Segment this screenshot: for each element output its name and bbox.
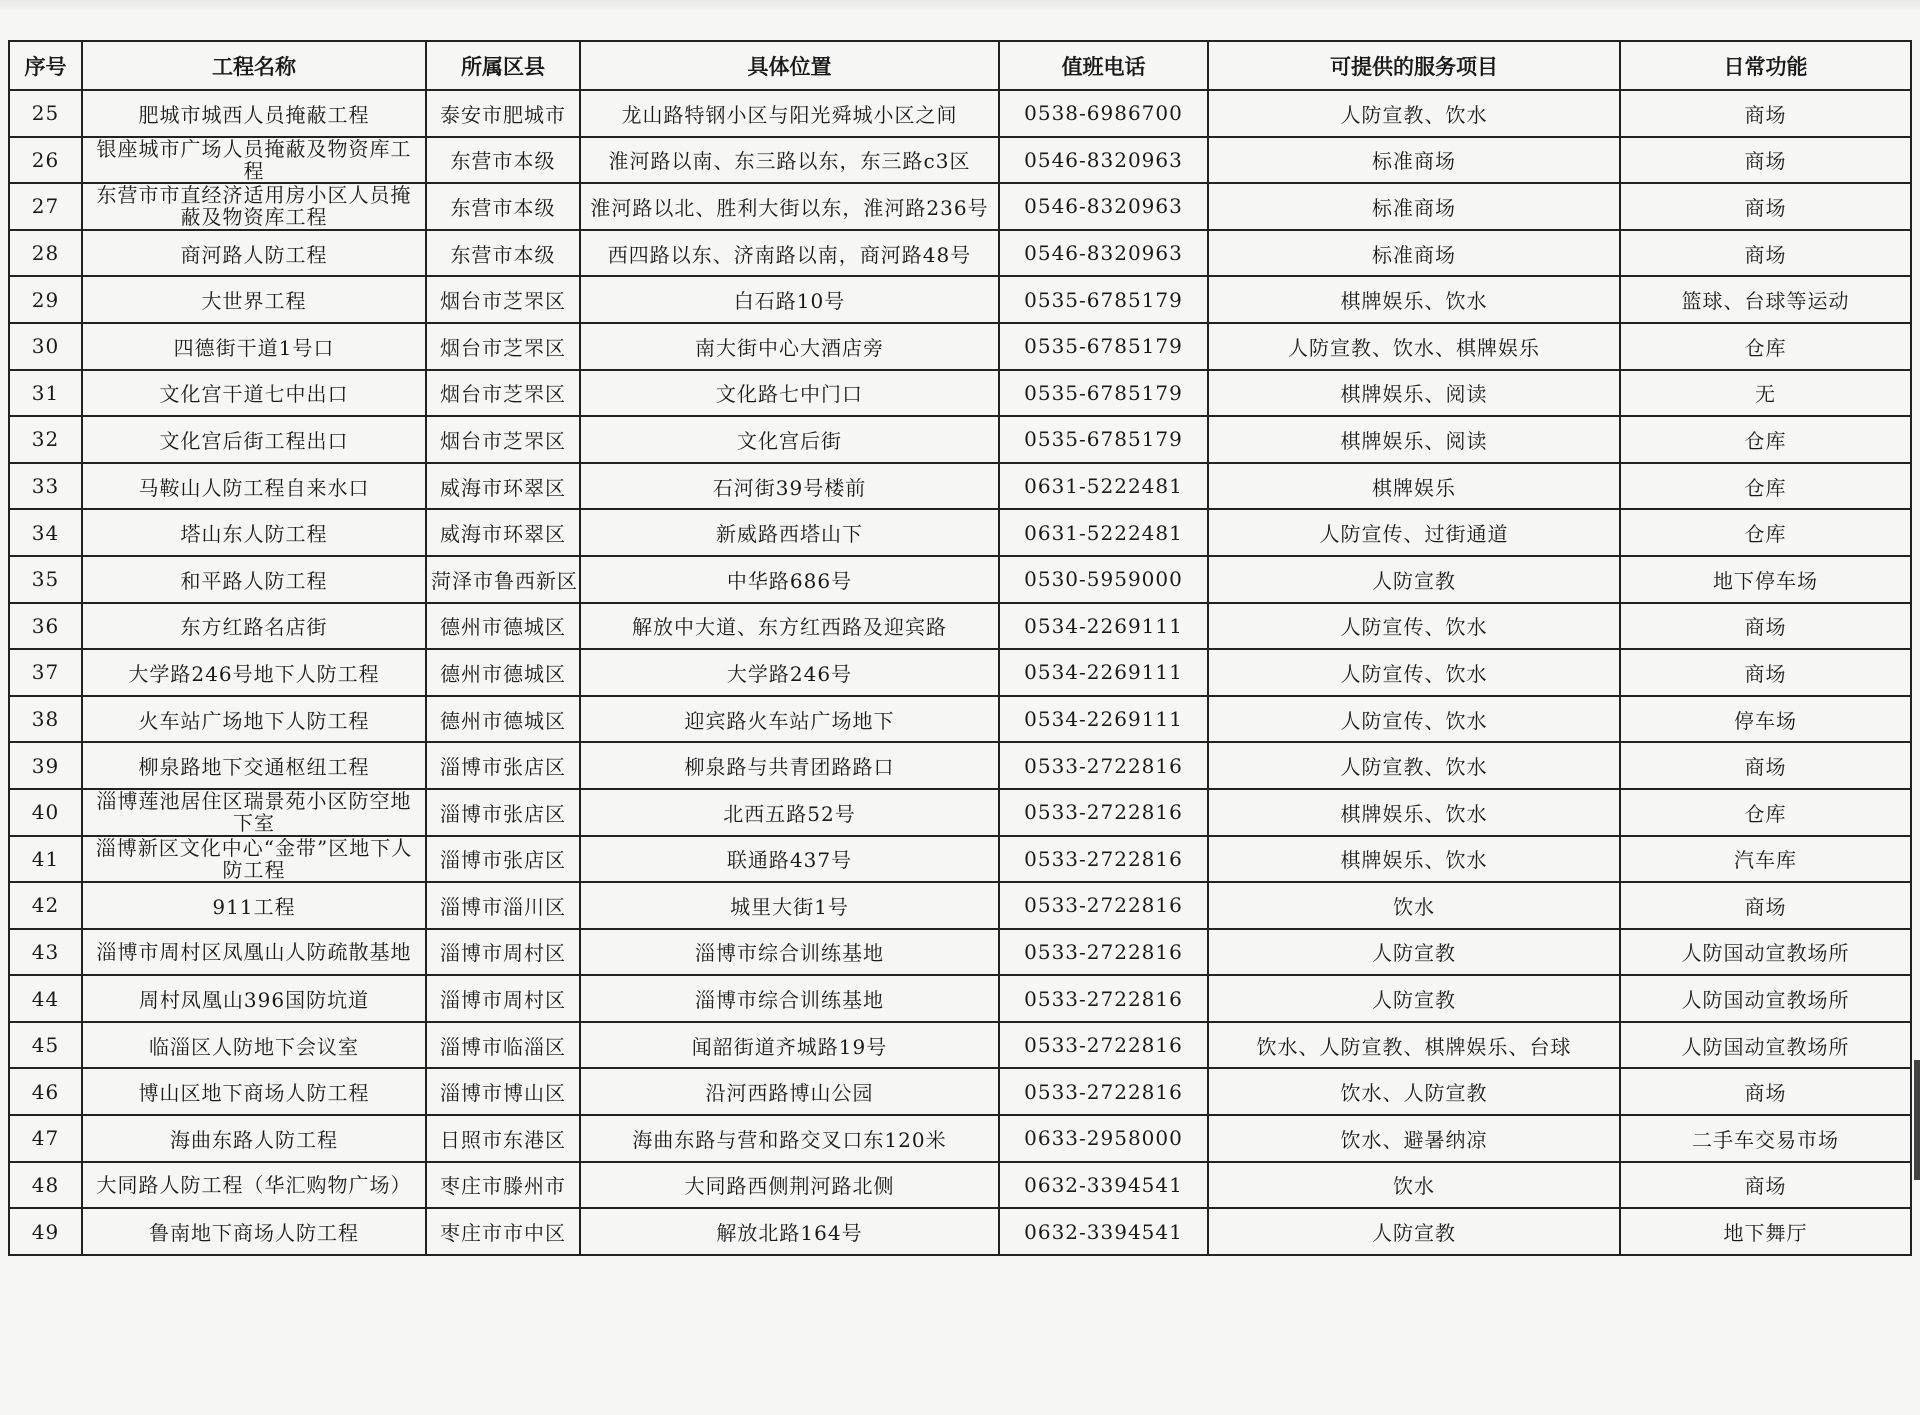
cell-phone: 0633-2958000 [999, 1115, 1208, 1162]
cell-district: 东营市本级 [426, 137, 580, 184]
cell-district: 淄博市张店区 [426, 789, 580, 836]
cell-district: 威海市环翠区 [426, 463, 580, 510]
cell-phone: 0533-2722816 [999, 789, 1208, 836]
cell-index: 36 [9, 603, 82, 650]
table-row [9, 416, 1911, 463]
cell-project-name: 东营市市直经济适用房小区人员掩蔽及物资库工程 [82, 183, 426, 230]
cell-district: 日照市东港区 [426, 1115, 580, 1162]
table-row [9, 696, 1911, 743]
header-district: 所属区县 [426, 41, 580, 90]
cell-project-name: 淄博新区文化中心“金带”区地下人防工程 [82, 836, 426, 883]
cell-daily-function: 仓库 [1620, 509, 1911, 556]
cell-daily-function: 人防国动宣教场所 [1620, 1022, 1911, 1069]
cell-district: 烟台市芝罘区 [426, 323, 580, 370]
header-daily-function: 日常功能 [1620, 41, 1911, 90]
header-project-name: 工程名称 [82, 41, 426, 90]
cell-project-name: 文化宫干道七中出口 [82, 370, 426, 417]
table-row [9, 1115, 1911, 1162]
cell-project-name: 911工程 [82, 882, 426, 929]
cell-project-name: 博山区地下商场人防工程 [82, 1068, 426, 1115]
cell-services: 人防宣教 [1208, 975, 1620, 1022]
header-phone: 值班电话 [999, 41, 1208, 90]
cell-district: 烟台市芝罘区 [426, 416, 580, 463]
cell-district: 德州市德城区 [426, 603, 580, 650]
cell-location: 大同路西侧荆河路北侧 [580, 1162, 999, 1209]
cell-daily-function: 商场 [1620, 742, 1911, 789]
cell-services: 人防宣传、过街通道 [1208, 509, 1620, 556]
cell-services: 棋牌娱乐、饮水 [1208, 836, 1620, 883]
table-row [9, 1208, 1911, 1255]
table-header-row [9, 41, 1911, 90]
table-row [9, 90, 1911, 137]
cell-index: 41 [9, 836, 82, 883]
cell-project-name: 临淄区人防地下会议室 [82, 1022, 426, 1069]
cell-location: 柳泉路与共青团路路口 [580, 742, 999, 789]
cell-location: 大学路246号 [580, 649, 999, 696]
cell-services: 饮水、人防宣教 [1208, 1068, 1620, 1115]
shelter-table [8, 40, 1912, 1256]
cell-district: 枣庄市市中区 [426, 1208, 580, 1255]
cell-district: 东营市本级 [426, 230, 580, 277]
header-services: 可提供的服务项目 [1208, 41, 1620, 90]
cell-services: 人防宣传、饮水 [1208, 603, 1620, 650]
cell-location: 西四路以东、济南路以南，商河路48号 [580, 230, 999, 277]
cell-index: 45 [9, 1022, 82, 1069]
cell-daily-function: 仓库 [1620, 416, 1911, 463]
cell-index: 37 [9, 649, 82, 696]
cell-project-name: 柳泉路地下交通枢纽工程 [82, 742, 426, 789]
cell-index: 39 [9, 742, 82, 789]
cell-daily-function: 篮球、台球等运动 [1620, 276, 1911, 323]
header-index: 序号 [9, 41, 82, 90]
table-row [9, 603, 1911, 650]
cell-index: 28 [9, 230, 82, 277]
cell-services: 人防宣教、饮水 [1208, 90, 1620, 137]
cell-project-name: 银座城市广场人员掩蔽及物资库工程 [82, 137, 426, 184]
table-row [9, 882, 1911, 929]
table-row [9, 1162, 1911, 1209]
cell-project-name: 鲁南地下商场人防工程 [82, 1208, 426, 1255]
cell-index: 27 [9, 183, 82, 230]
table-row [9, 649, 1911, 696]
cell-project-name: 肥城市城西人员掩蔽工程 [82, 90, 426, 137]
cell-project-name: 商河路人防工程 [82, 230, 426, 277]
cell-district: 淄博市周村区 [426, 929, 580, 976]
cell-index: 46 [9, 1068, 82, 1115]
cell-services: 标准商场 [1208, 183, 1620, 230]
cell-services: 棋牌娱乐、饮水 [1208, 789, 1620, 836]
table-row [9, 742, 1911, 789]
cell-index: 25 [9, 90, 82, 137]
table-row [9, 1068, 1911, 1115]
cell-phone: 0538-6986700 [999, 90, 1208, 137]
cell-location: 闻韶街道齐城路19号 [580, 1022, 999, 1069]
cell-location: 淄博市综合训练基地 [580, 975, 999, 1022]
table-row [9, 137, 1911, 184]
cell-project-name: 淄博莲池居住区瑞景苑小区防空地下室 [82, 789, 426, 836]
cell-phone: 0631-5222481 [999, 509, 1208, 556]
cell-daily-function: 地下舞厅 [1620, 1208, 1911, 1255]
cell-daily-function: 二手车交易市场 [1620, 1115, 1911, 1162]
header-location: 具体位置 [580, 41, 999, 90]
cell-location: 淮河路以北、胜利大街以东，淮河路236号 [580, 183, 999, 230]
cell-district: 淄博市张店区 [426, 742, 580, 789]
cell-index: 47 [9, 1115, 82, 1162]
cell-project-name: 大学路246号地下人防工程 [82, 649, 426, 696]
cell-services: 标准商场 [1208, 230, 1620, 277]
cell-services: 人防宣传、饮水 [1208, 649, 1620, 696]
cell-services: 棋牌娱乐、阅读 [1208, 370, 1620, 417]
cell-project-name: 周村凤凰山396国防坑道 [82, 975, 426, 1022]
cell-daily-function: 商场 [1620, 230, 1911, 277]
cell-index: 43 [9, 929, 82, 976]
table-body [9, 90, 1911, 1255]
cell-services: 棋牌娱乐 [1208, 463, 1620, 510]
cell-daily-function: 商场 [1620, 183, 1911, 230]
cell-index: 49 [9, 1208, 82, 1255]
cell-phone: 0533-2722816 [999, 975, 1208, 1022]
cell-district: 烟台市芝罘区 [426, 276, 580, 323]
cell-index: 33 [9, 463, 82, 510]
cell-district: 菏泽市鲁西新区 [426, 556, 580, 603]
cell-daily-function: 仓库 [1620, 463, 1911, 510]
cell-project-name: 淄博市周村区凤凰山人防疏散基地 [82, 929, 426, 976]
cell-services: 棋牌娱乐、饮水 [1208, 276, 1620, 323]
cell-project-name: 文化宫后街工程出口 [82, 416, 426, 463]
cell-daily-function: 仓库 [1620, 323, 1911, 370]
cell-location: 龙山路特钢小区与阳光舜城小区之间 [580, 90, 999, 137]
cell-district: 淄博市博山区 [426, 1068, 580, 1115]
cell-location: 城里大街1号 [580, 882, 999, 929]
cell-project-name: 马鞍山人防工程自来水口 [82, 463, 426, 510]
cell-location: 新威路西塔山下 [580, 509, 999, 556]
cell-phone: 0534-2269111 [999, 649, 1208, 696]
cell-index: 38 [9, 696, 82, 743]
cell-phone: 0535-6785179 [999, 276, 1208, 323]
table-row [9, 789, 1911, 836]
cell-services: 人防宣教 [1208, 1208, 1620, 1255]
cell-location: 沿河西路博山公园 [580, 1068, 999, 1115]
cell-phone: 0530-5959000 [999, 556, 1208, 603]
cell-index: 29 [9, 276, 82, 323]
table-row [9, 183, 1911, 230]
table-row [9, 323, 1911, 370]
table-row [9, 276, 1911, 323]
cell-daily-function: 停车场 [1620, 696, 1911, 743]
cell-location: 中华路686号 [580, 556, 999, 603]
cell-location: 海曲东路与营和路交叉口东120米 [580, 1115, 999, 1162]
cell-index: 35 [9, 556, 82, 603]
cell-location: 白石路10号 [580, 276, 999, 323]
cell-daily-function: 商场 [1620, 649, 1911, 696]
table-row [9, 975, 1911, 1022]
cell-services: 饮水 [1208, 1162, 1620, 1209]
cell-index: 44 [9, 975, 82, 1022]
cell-phone: 0533-2722816 [999, 929, 1208, 976]
cell-daily-function: 商场 [1620, 1162, 1911, 1209]
cell-district: 泰安市肥城市 [426, 90, 580, 137]
cell-district: 淄博市张店区 [426, 836, 580, 883]
cell-phone: 0546-8320963 [999, 137, 1208, 184]
cell-daily-function: 商场 [1620, 137, 1911, 184]
cell-district: 淄博市淄川区 [426, 882, 580, 929]
cell-phone: 0535-6785179 [999, 370, 1208, 417]
cell-phone: 0631-5222481 [999, 463, 1208, 510]
cell-index: 26 [9, 137, 82, 184]
cell-index: 30 [9, 323, 82, 370]
cell-project-name: 大同路人防工程（华汇购物广场） [82, 1162, 426, 1209]
cell-services: 人防宣教、饮水、棋牌娱乐 [1208, 323, 1620, 370]
cell-phone: 0535-6785179 [999, 323, 1208, 370]
cell-district: 枣庄市滕州市 [426, 1162, 580, 1209]
cell-location: 联通路437号 [580, 836, 999, 883]
cell-district: 烟台市芝罘区 [426, 370, 580, 417]
cell-location: 解放北路164号 [580, 1208, 999, 1255]
cell-services: 人防宣传、饮水 [1208, 696, 1620, 743]
cell-location: 石河街39号楼前 [580, 463, 999, 510]
cell-index: 42 [9, 882, 82, 929]
cell-district: 德州市德城区 [426, 649, 580, 696]
cell-daily-function: 无 [1620, 370, 1911, 417]
cell-index: 34 [9, 509, 82, 556]
cell-services: 饮水、避暑纳凉 [1208, 1115, 1620, 1162]
cell-phone: 0533-2722816 [999, 1068, 1208, 1115]
cell-project-name: 塔山东人防工程 [82, 509, 426, 556]
cell-district: 威海市环翠区 [426, 509, 580, 556]
cell-project-name: 火车站广场地下人防工程 [82, 696, 426, 743]
table-row [9, 463, 1911, 510]
cell-project-name: 东方红路名店街 [82, 603, 426, 650]
cell-location: 解放中大道、东方红西路及迎宾路 [580, 603, 999, 650]
cell-daily-function: 汽车库 [1620, 836, 1911, 883]
cell-services: 人防宣教 [1208, 929, 1620, 976]
cell-phone: 0534-2269111 [999, 696, 1208, 743]
cell-daily-function: 仓库 [1620, 789, 1911, 836]
cell-index: 48 [9, 1162, 82, 1209]
cell-district: 淄博市临淄区 [426, 1022, 580, 1069]
table-row [9, 929, 1911, 976]
cell-services: 饮水 [1208, 882, 1620, 929]
cell-phone: 0535-6785179 [999, 416, 1208, 463]
cell-services: 标准商场 [1208, 137, 1620, 184]
cell-location: 淄博市综合训练基地 [580, 929, 999, 976]
cell-daily-function: 商场 [1620, 882, 1911, 929]
cell-index: 40 [9, 789, 82, 836]
table-row [9, 1022, 1911, 1069]
cell-location: 淮河路以南、东三路以东，东三路c3区 [580, 137, 999, 184]
cell-project-name: 四德街干道1号口 [82, 323, 426, 370]
cell-district: 东营市本级 [426, 183, 580, 230]
cell-phone: 0546-8320963 [999, 230, 1208, 277]
cell-phone: 0533-2722816 [999, 836, 1208, 883]
cell-daily-function: 商场 [1620, 1068, 1911, 1115]
cell-daily-function: 商场 [1620, 90, 1911, 137]
cell-index: 31 [9, 370, 82, 417]
cell-phone: 0533-2722816 [999, 742, 1208, 789]
cell-location: 北西五路52号 [580, 789, 999, 836]
cell-phone: 0534-2269111 [999, 603, 1208, 650]
cell-project-name: 大世界工程 [82, 276, 426, 323]
table-row [9, 836, 1911, 883]
cell-location: 迎宾路火车站广场地下 [580, 696, 999, 743]
table-row [9, 556, 1911, 603]
cell-phone: 0632-3394541 [999, 1162, 1208, 1209]
cell-phone: 0546-8320963 [999, 183, 1208, 230]
cell-daily-function: 人防国动宣教场所 [1620, 975, 1911, 1022]
cell-location: 文化路七中门口 [580, 370, 999, 417]
cell-services: 饮水、人防宣教、棋牌娱乐、台球 [1208, 1022, 1620, 1069]
cell-index: 32 [9, 416, 82, 463]
cell-services: 棋牌娱乐、阅读 [1208, 416, 1620, 463]
cell-location: 南大街中心大酒店旁 [580, 323, 999, 370]
cell-services: 人防宣教 [1208, 556, 1620, 603]
page-top-edge [0, 0, 1920, 12]
cell-district: 淄博市周村区 [426, 975, 580, 1022]
page-edge-shadow [1914, 1060, 1920, 1180]
cell-location: 文化宫后街 [580, 416, 999, 463]
cell-phone: 0533-2722816 [999, 1022, 1208, 1069]
cell-daily-function: 人防国动宣教场所 [1620, 929, 1911, 976]
cell-phone: 0533-2722816 [999, 882, 1208, 929]
cell-daily-function: 商场 [1620, 603, 1911, 650]
table-row [9, 509, 1911, 556]
cell-district: 德州市德城区 [426, 696, 580, 743]
cell-services: 人防宣教、饮水 [1208, 742, 1620, 789]
cell-project-name: 海曲东路人防工程 [82, 1115, 426, 1162]
cell-project-name: 和平路人防工程 [82, 556, 426, 603]
cell-phone: 0632-3394541 [999, 1208, 1208, 1255]
table-row [9, 230, 1911, 277]
cell-daily-function: 地下停车场 [1620, 556, 1911, 603]
table-row [9, 370, 1911, 417]
